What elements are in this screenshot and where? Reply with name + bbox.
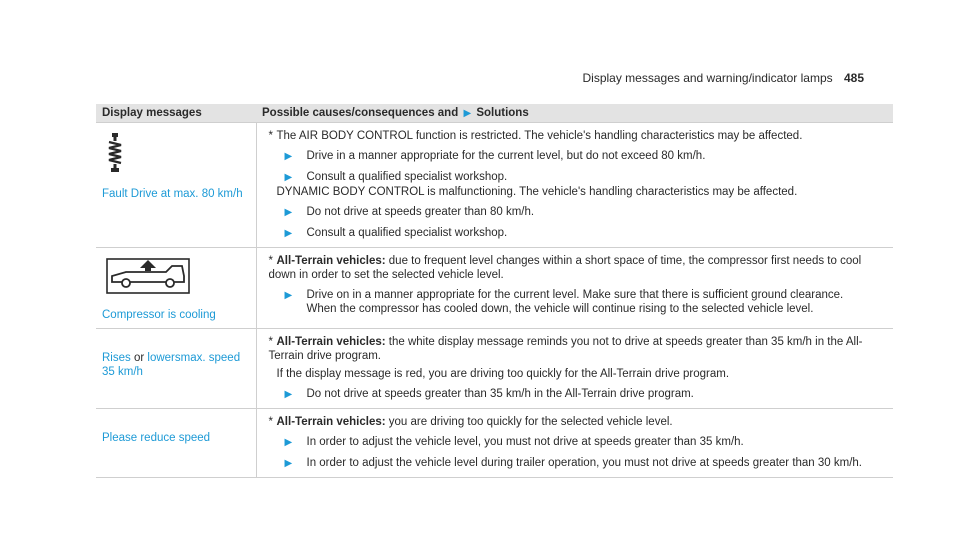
cause-text: DYNAMIC BODY CONTROL is malfunctioning. The vehicle's handling characteristics may be affected. xyxy=(276,186,798,198)
solution-step xyxy=(285,288,888,316)
column-header-causes: Possible causes/consequences and xyxy=(262,107,459,119)
solution-step xyxy=(285,226,888,241)
solution-step xyxy=(285,205,888,220)
display-message-text: Please reduce speed xyxy=(102,432,211,444)
suspension-spring-icon xyxy=(106,133,250,177)
table-row xyxy=(96,123,893,248)
note-text: If the display message is red, you are driving too quickly for the All-Terrain drive program. xyxy=(276,368,730,380)
asterisk: * xyxy=(268,130,273,142)
cause-text: due to frequent level changes within a short space of time, the compressor first needs to cool down in order to set the selected vehicle level. xyxy=(268,255,862,281)
cause-text: The AIR BODY CONTROL function is restricted. The vehicle's handling characteristics may be affected. xyxy=(276,130,803,142)
cause-text: you are driving too quickly for the selected vehicle level. xyxy=(388,416,673,428)
solution-text: In order to adjust the vehicle level during trailer operation, you must not drive at speeds greater than 30 km/h. xyxy=(306,457,863,469)
solution-step xyxy=(285,387,888,402)
column-header-solutions: Solutions xyxy=(476,107,529,119)
asterisk: * xyxy=(268,416,273,428)
solution-step xyxy=(285,435,888,450)
column-header-display-messages: Display messages xyxy=(96,104,256,123)
solution-text: In order to adjust the vehicle level, you must not drive at speeds greater than 35 km/h. xyxy=(306,436,744,448)
solution-text: Do not drive at speeds greater than 35 km/h in the All-Terrain drive program. xyxy=(306,388,694,400)
solution-text: Drive on in a manner appropriate for the current level. Make sure that there is sufficient ground clearance. xyxy=(306,289,844,301)
solution-text: Consult a qualified specialist workshop. xyxy=(306,171,508,183)
solution-arrow-icon: ▶ xyxy=(284,207,293,218)
display-message-cell xyxy=(96,409,256,478)
display-message-text: Compressor is cooling xyxy=(102,309,216,321)
display-message-cell xyxy=(96,329,256,409)
table-row xyxy=(96,409,893,478)
causes-solutions-cell xyxy=(256,123,893,248)
solution-text: Consult a qualified specialist workshop. xyxy=(306,227,508,239)
lead-text: All-Terrain vehicles: xyxy=(276,336,386,348)
solution-arrow-icon: ▶ xyxy=(284,389,293,400)
asterisk: * xyxy=(268,255,273,267)
causes-solutions-cell xyxy=(256,409,893,478)
asterisk: * xyxy=(268,336,273,348)
table-row xyxy=(96,329,893,409)
lead-text: All-Terrain vehicles: xyxy=(276,255,386,267)
display-message-cell xyxy=(96,123,256,248)
lead-text: All-Terrain vehicles: xyxy=(276,416,386,428)
display-messages-table xyxy=(96,104,893,478)
solution-arrow-icon: ▶ xyxy=(284,458,293,469)
solution-arrow-icon: ▶ xyxy=(284,290,293,301)
running-header xyxy=(583,71,865,85)
display-message-cell xyxy=(96,248,256,329)
solution-arrow-icon: ▶ xyxy=(284,437,293,448)
vehicle-level-raise-icon xyxy=(106,258,250,298)
display-message-rises: Rises xyxy=(102,352,131,364)
column-header-causes-solutions xyxy=(256,104,893,123)
solution-note: When the compressor has cooled down, the vehicle will continue rising to the selected vehicle level. xyxy=(306,303,814,315)
solution-step xyxy=(285,456,888,471)
display-message-or: or xyxy=(133,352,145,364)
solution-arrow-icon: ▶ xyxy=(463,108,472,119)
solution-step xyxy=(285,149,888,164)
table-row xyxy=(96,248,893,329)
solution-step xyxy=(285,170,888,185)
cause-text: the white display message reminds you not to drive at speeds greater than 35 km/h in the All-Terrain drive program. xyxy=(268,336,863,362)
solution-arrow-icon: ▶ xyxy=(284,228,293,239)
solution-text: Drive in a manner appropriate for the current level, but do not exceed 80 km/h. xyxy=(306,150,706,162)
causes-solutions-cell xyxy=(256,329,893,409)
table-header-row xyxy=(96,104,893,123)
display-message-text: Fault Drive at max. 80 km/h xyxy=(102,188,243,200)
causes-solutions-cell xyxy=(256,248,893,329)
page-number: 485 xyxy=(843,71,864,85)
solution-arrow-icon: ▶ xyxy=(284,172,293,183)
display-message-lowers: lowersmax. speed 35 km/h xyxy=(102,352,241,378)
running-header-title: Display messages and warning/indicator lamps xyxy=(582,71,833,85)
solution-text: Do not drive at speeds greater than 80 km/h. xyxy=(306,206,535,218)
solution-arrow-icon: ▶ xyxy=(284,151,293,162)
